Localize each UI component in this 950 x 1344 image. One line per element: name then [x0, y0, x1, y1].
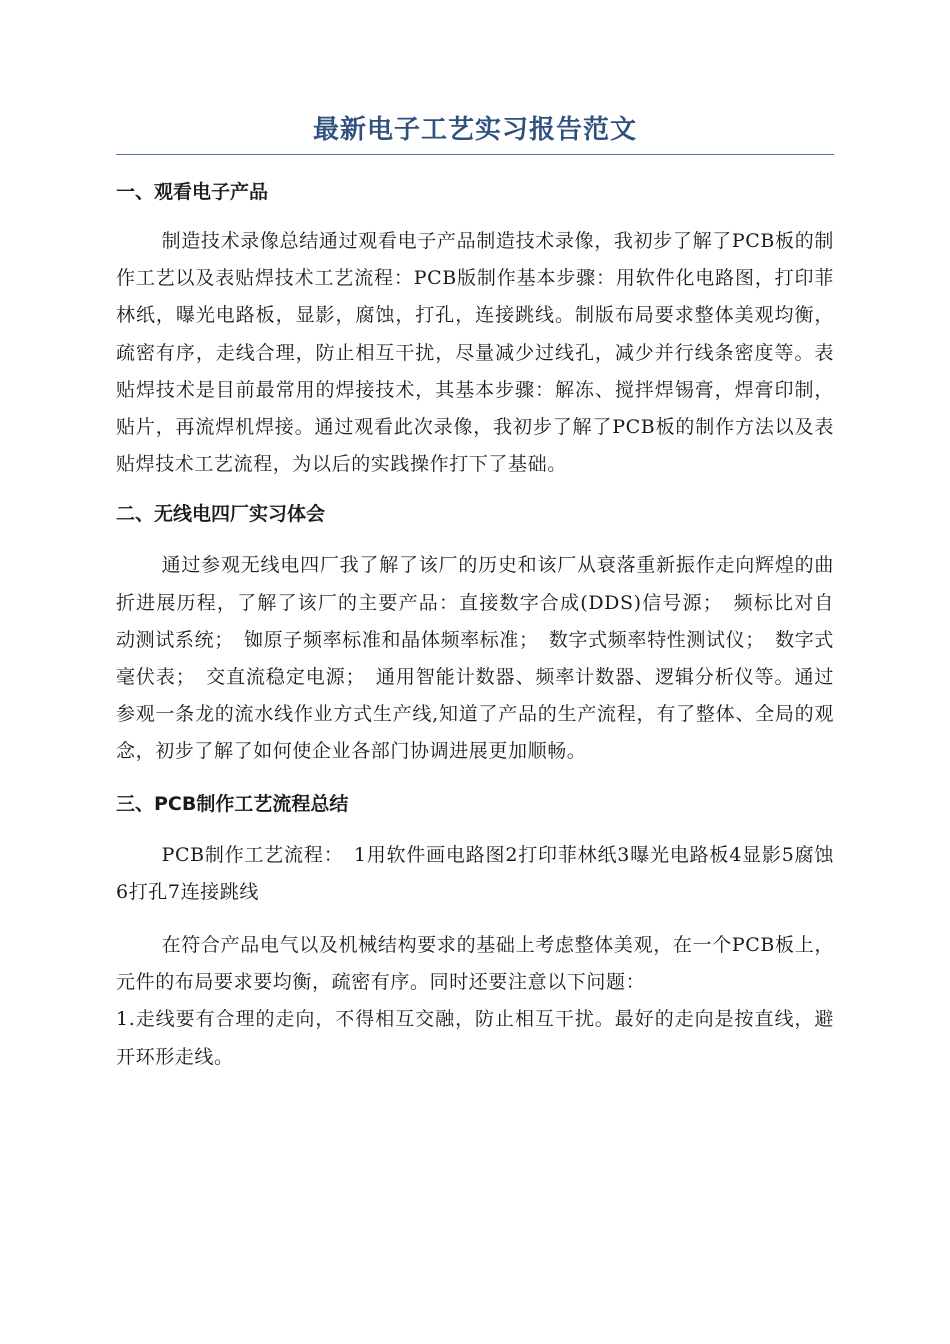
- document-page: [116, 108, 834, 1076]
- section-3-paragraph-2: 在符合产品电气以及机械结构要求的基础上考虑整体美观，在一个PCB板上，元件的布局要求要均衡，疏密有序。同时还要注意以下问题：: [116, 934, 834, 994]
- section-3-paragraph-3: 1.走线要有合理的走向，不得相互交融，防止相互干扰。最好的走向是按直线，避开环形走线。: [116, 1008, 834, 1068]
- section-heading-1: 一、观看电子产品: [116, 181, 269, 203]
- section-heading-3: 三、PCB制作工艺流程总结: [116, 792, 349, 815]
- document-title: 最新电子工艺实习报告范文: [116, 108, 834, 155]
- section-heading-2: 二、无线电四厂实习体会: [116, 503, 326, 526]
- section-1-paragraph-1: 制造技术录像总结通过观看电子产品制造技术录像，我初步了解了PCB板的制作工艺以及表贴焊技术工艺流程：PCB版制作基本步骤：用软件化电路图，打印菲林纸，曝光电路板，显影，腐蚀，打孔，连接跳线。制版布局要求整体美观均衡，疏密有序，走线合理，防止相互干扰，尽量减少过线孔，减少并行线条密度等。表贴焊技术是目前最常用的焊接技术，其基本步骤：解冻、搅拌焊锡膏，焊膏印制，贴片，再流焊机焊接。通过观看此次录像，我初步了解了PCB板的制作方法以及表贴焊技术工艺流程，为以后的实践操作打下了基础。: [116, 230, 834, 476]
- section-2-paragraph-1: 通过参观无线电四厂我了解了该厂的历史和该厂从衰落重新振作走向辉煌的曲折进展历程，了解了该厂的主要产品：直接数字合成(DDS)信号源； 频标比对自动测试系统； 铷原子频率标准和晶体频率标准； 数字式频率特性测试仪； 数字式毫伏表； 交直流稳定电源； 通用智能计数器、频率计数器、逻辑分析仪等。通过参观一条龙的流水线作业方式生产线,知道了产品的生产流程，有了整体、全局的观念，初步了解了如何使企业各部门协调进展更加顺畅。: [116, 554, 834, 763]
- section-3-paragraph-1: PCB制作工艺流程： 1用软件画电路图2打印菲林纸3曝光电路板4显影5腐蚀6打孔7连接跳线: [116, 843, 834, 903]
